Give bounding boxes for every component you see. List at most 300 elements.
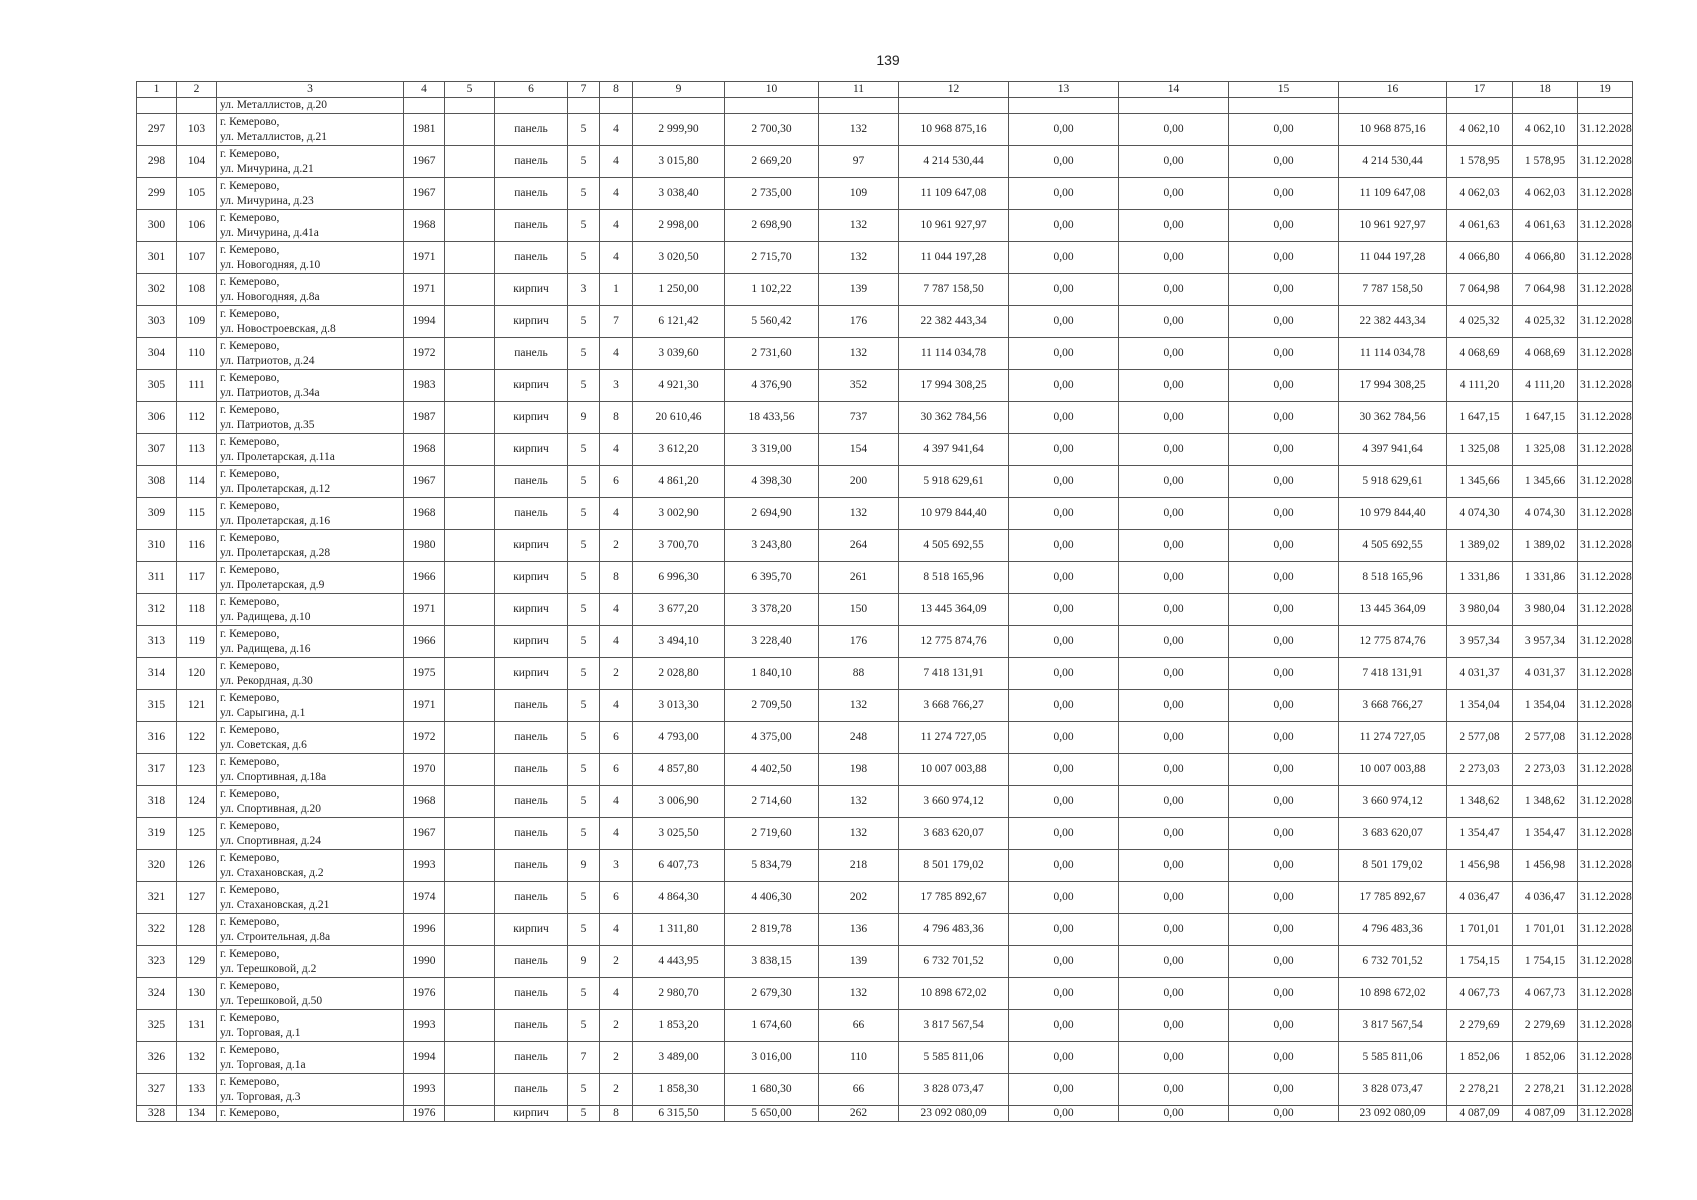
amount-cell: 0,00 [1229,146,1339,178]
floors-cell: 5 [568,530,600,562]
amount-cell: 0,00 [1119,146,1229,178]
deadline-cell: 31.12.2028 [1578,978,1633,1010]
amount-cell: 0,00 [1119,626,1229,658]
address-cell [217,594,404,626]
table-row [137,850,1633,882]
unit-cost-cell: 4 062,10 [1447,114,1513,146]
total-area-cell: 6 996,30 [633,562,725,594]
page-number: 139 [876,52,900,68]
total-cost-cell: 22 382 443,34 [1339,306,1447,338]
column-header: 1 [137,82,177,98]
address-city: г. Кемерово, [220,499,280,512]
sub-number-cell: 133 [177,1074,217,1106]
entrances-cell: 3 [600,370,633,402]
amount-cell: 0,00 [1229,466,1339,498]
material-cell: панель [495,978,568,1010]
entrances-cell: 4 [600,786,633,818]
cost-cell: 10 979 844,40 [899,498,1009,530]
table-cell [445,754,495,786]
unit-cost-limit-cell: 2 278,21 [1513,1074,1578,1106]
living-area-cell: 2 669,20 [725,146,819,178]
address-street: ул. Патриотов, д.35 [220,418,315,431]
sub-number-cell: 116 [177,530,217,562]
total-cost-cell: 10 007 003,88 [1339,754,1447,786]
address-city: г. Кемерово, [220,307,280,320]
registry-table-wrapper [136,81,1632,1122]
address-street: ул. Мичурина, д.23 [220,194,314,207]
amount-cell: 0,00 [1119,786,1229,818]
table-cell [445,338,495,370]
entrances-cell: 8 [600,562,633,594]
year-cell: 1967 [404,146,445,178]
total-area-cell: 3 002,90 [633,498,725,530]
table-cell [445,114,495,146]
address-cell [217,1042,404,1074]
amount-cell: 0,00 [1119,946,1229,978]
unit-cost-cell: 4 061,63 [1447,210,1513,242]
amount-cell: 0,00 [1009,178,1119,210]
floors-cell: 5 [568,434,600,466]
total-area-cell: 4 864,30 [633,882,725,914]
table-cell [445,658,495,690]
column-header: 5 [445,82,495,98]
amount-cell: 0,00 [1009,498,1119,530]
living-area-cell: 2 714,60 [725,786,819,818]
unit-cost-limit-cell: 1 345,66 [1513,466,1578,498]
row-number-cell: 322 [137,914,177,946]
address-street: ул. Торговая, д.1 [220,1026,301,1039]
table-row [137,722,1633,754]
address-cell [217,754,404,786]
unit-cost-limit-cell: 1 701,01 [1513,914,1578,946]
address-cell [217,562,404,594]
address-city: г. Кемерово, [220,819,280,832]
table-row [137,274,1633,306]
address-cell: ул. Металлистов, д.20 [217,98,404,114]
row-number-cell: 305 [137,370,177,402]
address-cell [217,882,404,914]
unit-cost-cell: 1 456,98 [1447,850,1513,882]
total-cost-cell: 4 397 941,64 [1339,434,1447,466]
year-cell: 1968 [404,498,445,530]
address-street: ул. Спортивная, д.18а [220,770,327,783]
address-city: г. Кемерово, [220,691,280,704]
amount-cell: 0,00 [1009,626,1119,658]
deadline-cell: 31.12.2028 [1578,818,1633,850]
row-number-cell: 310 [137,530,177,562]
year-cell: 1966 [404,626,445,658]
floors-cell: 5 [568,626,600,658]
residents-cell: 352 [819,370,899,402]
unit-cost-limit-cell: 4 087,09 [1513,1106,1578,1122]
total-cost-cell: 8 501 179,02 [1339,850,1447,882]
table-row [137,882,1633,914]
residents-cell: 248 [819,722,899,754]
residents-cell: 198 [819,754,899,786]
table-cell [445,690,495,722]
address-cell [217,434,404,466]
address-street: ул. Советская, д.6 [220,738,307,751]
row-number-cell: 303 [137,306,177,338]
living-area-cell: 2 700,30 [725,114,819,146]
living-area-cell: 4 375,00 [725,722,819,754]
table-row [137,530,1633,562]
table-cell [445,370,495,402]
residents-cell: 132 [819,242,899,274]
unit-cost-limit-cell: 1 647,15 [1513,402,1578,434]
cost-cell: 12 775 874,76 [899,626,1009,658]
column-number-header-row [137,82,1633,98]
unit-cost-limit-cell: 4 062,03 [1513,178,1578,210]
entrances-cell: 4 [600,338,633,370]
year-cell: 1976 [404,1106,445,1122]
total-area-cell: 4 861,20 [633,466,725,498]
material-cell: панель [495,498,568,530]
year-cell: 1971 [404,594,445,626]
address-cell [217,946,404,978]
table-cell [1229,98,1339,114]
amount-cell: 0,00 [1229,722,1339,754]
living-area-cell: 2 719,60 [725,818,819,850]
residents-cell: 218 [819,850,899,882]
address-street: ул. Мичурина, д.41а [220,226,319,239]
residents-cell: 110 [819,1042,899,1074]
entrances-cell: 4 [600,242,633,274]
entrances-cell: 7 [600,306,633,338]
entrances-cell: 4 [600,434,633,466]
sub-number-cell: 119 [177,626,217,658]
row-number-cell: 299 [137,178,177,210]
amount-cell: 0,00 [1009,1042,1119,1074]
address-street: ул. Радищева, д.16 [220,642,311,655]
material-cell: панель [495,722,568,754]
address-city: г. Кемерово, [220,1043,280,1056]
unit-cost-limit-cell: 1 354,47 [1513,818,1578,850]
total-cost-cell: 3 683 620,07 [1339,818,1447,850]
floors-cell: 5 [568,722,600,754]
material-cell: панель [495,242,568,274]
entrances-cell: 4 [600,818,633,850]
column-header: 2 [177,82,217,98]
year-cell: 1968 [404,786,445,818]
residents-cell: 176 [819,626,899,658]
floors-cell: 5 [568,914,600,946]
table-row [137,818,1633,850]
amount-cell: 0,00 [1119,178,1229,210]
total-area-cell: 2 028,80 [633,658,725,690]
entrances-cell: 6 [600,754,633,786]
unit-cost-limit-cell: 4 067,73 [1513,978,1578,1010]
amount-cell: 0,00 [1009,562,1119,594]
column-header: 14 [1119,82,1229,98]
row-number-cell: 319 [137,818,177,850]
address-cell [217,850,404,882]
deadline-cell: 31.12.2028 [1578,626,1633,658]
deadline-cell: 31.12.2028 [1578,690,1633,722]
amount-cell: 0,00 [1009,786,1119,818]
amount-cell: 0,00 [1229,114,1339,146]
total-area-cell: 1 853,20 [633,1010,725,1042]
amount-cell: 0,00 [1229,946,1339,978]
table-cell [445,1106,495,1122]
amount-cell: 0,00 [1009,818,1119,850]
address-street: ул. Спортивная, д.20 [220,802,322,815]
address-cell [217,306,404,338]
cost-cell: 23 092 080,09 [899,1106,1009,1122]
address-cell [217,1106,404,1122]
entrances-cell: 6 [600,722,633,754]
amount-cell: 0,00 [1119,754,1229,786]
floors-cell: 5 [568,594,600,626]
amount-cell: 0,00 [1229,978,1339,1010]
table-row [137,658,1633,690]
unit-cost-cell: 2 278,21 [1447,1074,1513,1106]
address-street: ул. Новогодняя, д.8а [220,290,320,303]
living-area-cell: 2 819,78 [725,914,819,946]
table-cell [1447,98,1513,114]
entrances-cell: 4 [600,914,633,946]
column-header: 4 [404,82,445,98]
unit-cost-limit-cell: 4 025,32 [1513,306,1578,338]
table-row [137,466,1633,498]
column-header: 6 [495,82,568,98]
column-header: 11 [819,82,899,98]
address-cell [217,338,404,370]
cost-cell: 11 274 727,05 [899,722,1009,754]
material-cell: кирпич [495,370,568,402]
deadline-cell: 31.12.2028 [1578,114,1633,146]
address-street: ул. Пролетарская, д.16 [220,514,331,527]
deadline-cell: 31.12.2028 [1578,754,1633,786]
unit-cost-limit-cell: 1 389,02 [1513,530,1578,562]
unit-cost-cell: 2 279,69 [1447,1010,1513,1042]
address-street: ул. Радищева, д.10 [220,610,311,623]
total-area-cell: 2 980,70 [633,978,725,1010]
living-area-cell: 1 840,10 [725,658,819,690]
address-cell [217,818,404,850]
unit-cost-cell: 1 647,15 [1447,402,1513,434]
table-row [137,754,1633,786]
material-cell: панель [495,786,568,818]
amount-cell: 0,00 [1229,434,1339,466]
floors-cell: 9 [568,402,600,434]
deadline-cell: 31.12.2028 [1578,146,1633,178]
entrances-cell: 2 [600,1010,633,1042]
living-area-cell: 2 709,50 [725,690,819,722]
cost-cell: 22 382 443,34 [899,306,1009,338]
year-cell: 1994 [404,306,445,338]
table-cell [445,850,495,882]
total-area-cell: 6 407,73 [633,850,725,882]
deadline-cell: 31.12.2028 [1578,562,1633,594]
total-cost-cell: 30 362 784,56 [1339,402,1447,434]
row-number-cell: 318 [137,786,177,818]
address-cell [217,370,404,402]
amount-cell: 0,00 [1119,274,1229,306]
residents-cell: 139 [819,946,899,978]
year-cell: 1968 [404,210,445,242]
amount-cell: 0,00 [1229,1042,1339,1074]
amount-cell: 0,00 [1009,530,1119,562]
total-cost-cell: 4 796 483,36 [1339,914,1447,946]
address-city: г. Кемерово, [220,755,280,768]
material-cell: панель [495,1010,568,1042]
amount-cell: 0,00 [1009,658,1119,690]
floors-cell: 5 [568,146,600,178]
sub-number-cell: 126 [177,850,217,882]
table-cell [445,1042,495,1074]
material-cell: кирпич [495,658,568,690]
table-row [137,1010,1633,1042]
address-cell [217,914,404,946]
total-area-cell: 4 793,00 [633,722,725,754]
total-cost-cell: 11 109 647,08 [1339,178,1447,210]
address-cell [217,978,404,1010]
residents-cell: 261 [819,562,899,594]
table-cell [445,1074,495,1106]
living-area-cell: 2 698,90 [725,210,819,242]
amount-cell: 0,00 [1119,370,1229,402]
row-number-cell: 320 [137,850,177,882]
amount-cell: 0,00 [1009,914,1119,946]
cost-cell: 8 518 165,96 [899,562,1009,594]
floors-cell: 5 [568,818,600,850]
cost-cell: 8 501 179,02 [899,850,1009,882]
row-number-cell: 326 [137,1042,177,1074]
cost-cell: 3 817 567,54 [899,1010,1009,1042]
amount-cell: 0,00 [1119,978,1229,1010]
total-cost-cell: 10 961 927,97 [1339,210,1447,242]
material-cell: кирпич [495,594,568,626]
unit-cost-limit-cell: 1 331,86 [1513,562,1578,594]
table-row [137,594,1633,626]
table-cell [819,98,899,114]
amount-cell: 0,00 [1229,914,1339,946]
address-city: г. Кемерово, [220,435,280,448]
sub-number-cell: 117 [177,562,217,594]
total-cost-cell: 11 114 034,78 [1339,338,1447,370]
material-cell: панель [495,850,568,882]
address-street: ул. Новостроевская, д.8 [220,322,336,335]
entrances-cell: 4 [600,626,633,658]
entrances-cell: 4 [600,498,633,530]
sub-number-cell: 124 [177,786,217,818]
unit-cost-limit-cell: 1 578,95 [1513,146,1578,178]
unit-cost-limit-cell: 1 354,04 [1513,690,1578,722]
sub-number-cell: 107 [177,242,217,274]
table-row [137,210,1633,242]
residents-cell: 66 [819,1074,899,1106]
column-header: 8 [600,82,633,98]
table-cell [445,434,495,466]
year-cell: 1970 [404,754,445,786]
amount-cell: 0,00 [1229,690,1339,722]
address-cell [217,466,404,498]
living-area-cell: 2 715,70 [725,242,819,274]
floors-cell: 5 [568,978,600,1010]
address-cell [217,786,404,818]
address-cell [217,242,404,274]
deadline-cell: 31.12.2028 [1578,242,1633,274]
table-cell [404,98,445,114]
address-street: ул. Пролетарская, д.28 [220,546,331,559]
floors-cell: 9 [568,946,600,978]
amount-cell: 0,00 [1119,466,1229,498]
entrances-cell: 2 [600,658,633,690]
amount-cell: 0,00 [1119,242,1229,274]
living-area-cell: 2 735,00 [725,178,819,210]
row-number-cell: 302 [137,274,177,306]
table-row [137,946,1633,978]
address-street: ул. Пролетарская, д.9 [220,578,325,591]
table-cell [568,98,600,114]
living-area-cell: 3 016,00 [725,1042,819,1074]
amount-cell: 0,00 [1229,562,1339,594]
year-cell: 1981 [404,114,445,146]
floors-cell: 5 [568,498,600,530]
address-city: г. Кемерово, [220,115,280,128]
address-city: г. Кемерово, [220,563,280,576]
cost-cell: 11 044 197,28 [899,242,1009,274]
amount-cell: 0,00 [1119,818,1229,850]
deadline-cell: 31.12.2028 [1578,370,1633,402]
material-cell: кирпич [495,274,568,306]
floors-cell: 5 [568,882,600,914]
amount-cell: 0,00 [1229,530,1339,562]
sub-number-cell: 118 [177,594,217,626]
address-cell [217,1074,404,1106]
address-city: г. Кемерово, [220,659,280,672]
unit-cost-limit-cell: 4 111,20 [1513,370,1578,402]
total-area-cell: 20 610,46 [633,402,725,434]
material-cell: панель [495,690,568,722]
material-cell: кирпич [495,434,568,466]
year-cell: 1966 [404,562,445,594]
table-cell [445,210,495,242]
amount-cell: 0,00 [1009,242,1119,274]
row-number-cell: 315 [137,690,177,722]
total-cost-cell: 10 898 672,02 [1339,978,1447,1010]
total-area-cell: 3 025,50 [633,818,725,850]
address-city: г. Кемерово, [220,371,280,384]
sub-number-cell: 114 [177,466,217,498]
living-area-cell: 4 376,90 [725,370,819,402]
cost-cell: 7 787 158,50 [899,274,1009,306]
cost-cell: 4 397 941,64 [899,434,1009,466]
amount-cell: 0,00 [1119,722,1229,754]
amount-cell: 0,00 [1009,978,1119,1010]
table-cell [445,946,495,978]
floors-cell: 5 [568,370,600,402]
living-area-cell: 4 406,30 [725,882,819,914]
total-cost-cell: 11 044 197,28 [1339,242,1447,274]
address-city: г. Кемерово, [220,243,280,256]
address-cell [217,626,404,658]
sub-number-cell: 105 [177,178,217,210]
residents-cell: 176 [819,306,899,338]
total-area-cell: 3 015,80 [633,146,725,178]
table-cell [495,98,568,114]
unit-cost-limit-cell: 1 852,06 [1513,1042,1578,1074]
unit-cost-cell: 2 273,03 [1447,754,1513,786]
floors-cell: 5 [568,562,600,594]
unit-cost-cell: 1 852,06 [1447,1042,1513,1074]
table-row [137,1106,1633,1122]
table-cell [445,626,495,658]
unit-cost-cell: 4 066,80 [1447,242,1513,274]
sub-number-cell: 122 [177,722,217,754]
column-header: 9 [633,82,725,98]
